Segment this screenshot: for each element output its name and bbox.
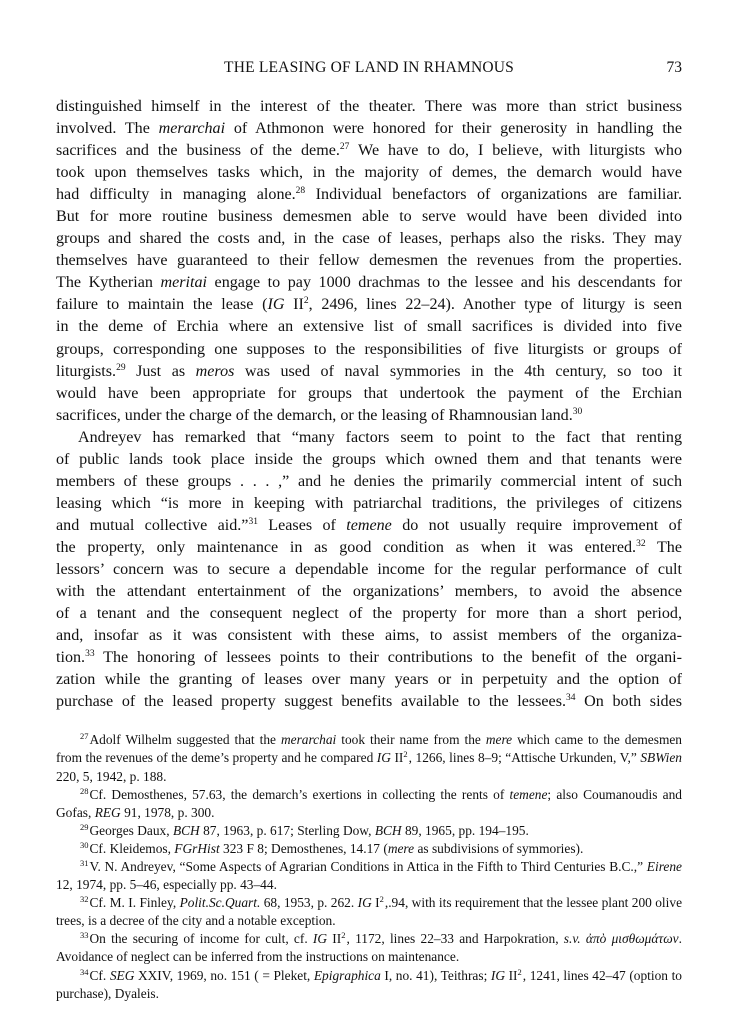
italic-term: temene: [346, 516, 392, 534]
footnote-number: 30: [80, 839, 89, 850]
italic-term: merarchai: [158, 120, 226, 138]
footnote-ref: 31: [248, 516, 258, 527]
text-line: purchase of the leased property suggest benefits available to the lessees.$^{34}$ On both sides: [56, 693, 682, 711]
text-line: tion.$^{33}$ The honoring of lessees points to their contributions to the benefit of the organi-: [56, 649, 682, 667]
footnote-28: $^{28}$Cf. Demosthenes, 57.63, the demarch’s exertions in collecting the rents of temene; also Coumanoudis and Gofas, REG 91, 1978, p. 300.: [56, 785, 683, 820]
page-header: [56, 55, 682, 79]
footnote-34: $^{34}$Cf. SEG XXIV, 1969, no. 151 ( = Pleket, Epigraphica I, no. 41), Teithras; IG $II^2$, 1241, lines 42–47 (option to purchase), Dyaleis.: [56, 966, 682, 1001]
text-line: in the deme of Erchia where an extensive list of small sacrifices is divided into five: [56, 318, 682, 336]
footnote-ref: 34: [565, 693, 576, 704]
italic-term: IG: [267, 296, 285, 314]
footnote-number: 29: [80, 821, 89, 832]
text-line: members of these groups . . . ,” and he denies the primarily commercial intent of such: [56, 472, 682, 490]
text-line: had difficulty in managing alone.$^{28}$ Individual benefactors of organizations are familiar.: [56, 186, 682, 204]
footnote-ref: 28: [295, 186, 306, 197]
footnotes: [56, 731, 682, 1002]
footnote-ref: 30: [572, 406, 583, 417]
text-line: took upon themselves tasks which, in the majority of demes, the demarch would have: [56, 164, 682, 182]
text-line: failure to maintain the lease (IG $II^2$, 2496, lines 22–24). Another type of liturgy is seen: [56, 296, 682, 314]
text-line: leasing which “is more in keeping with patriarchal traditions, the privileges of citizens: [56, 494, 682, 512]
footnote-29: $^{29}$Georges Daux, BCH 87, 1963, p. 617; Sterling Dow, BCH 89, 1965, pp. 194–195.: [80, 821, 529, 838]
main-text: [56, 96, 682, 713]
italic-term: meritai: [160, 274, 207, 292]
footnote-31: $^{31}$V. N. Andreyev, “Some Aspects of Agrarian Conditions in Attica in the Fifth to Third Centuries B.C.,” Eirene 12, 1974, pp. 5–46, especially pp. 43–44.: [56, 857, 682, 893]
text-line: of public lands took place inside the groups which owned them and that tenants were: [56, 450, 682, 468]
text-line: and, insofar as it was consistent with these aims, to assist members of the organiza-: [56, 627, 682, 645]
text-line: groups and shared the costs and, in the case of leases, perhaps also the risks. They may: [56, 230, 682, 248]
footnote-32: $^{32}$Cf. M. I. Finley, Polit.Sc.Quart. 68, 1953, p. 262. IG $I^2,.94$, with its requirement that the lessee plant 200 olive trees, is a decree of the city and a notable exception.: [56, 894, 683, 929]
footnote-number: 32: [80, 894, 89, 905]
footnote-ref: 27: [339, 142, 350, 153]
text-line: liturgists.$^{29}$ Just as meros was used of naval symmories in the 4th century, so too it: [56, 362, 682, 380]
text-line: zation while the granting of leases over many years or in perpetuity and the option of: [56, 671, 682, 689]
text-line: Andreyev has remarked that “many factors seem to point to the fact that renting: [78, 428, 682, 446]
running-title: THE LEASING OF LAND IN RHAMNOUS: [224, 59, 514, 76]
footnote-27: $^{27}$Adolf Wilhelm suggested that the merarchai took their name from the mere which came to the demesmen from the revenues of the deme’s property and he compared IG $II^2$, 1266, lines 8–9; “Attische Urkunden, V,” SBWien 220, 5, 1942, p. 188.: [56, 731, 683, 784]
footnote-number: 31: [80, 857, 89, 868]
text-line: would have been appropriate for groups that undertook the payment of the Erchian: [56, 384, 682, 402]
text-line: lessors’ concern was to secure a dependable income for the regular performance of cult: [56, 560, 682, 578]
footnote-30: $^{30}$Cf. Kleidemos, FGrHist 323 F 8; Demosthenes, 14.17 (mere as subdivisions of symmories).: [80, 839, 584, 856]
text-line: sacrifices, under the charge of the demarch, or the leasing of Rhamnousian land.$^{30}$: [56, 406, 583, 424]
footnote-number: 27: [80, 731, 89, 742]
footnote-ref: 33: [85, 649, 95, 660]
text-line: of a tenant and the consequent neglect of the property for more than a short period,: [56, 605, 682, 623]
text-line: The Kytherian meritai engage to pay 1000 drachmas to the lessee and his descendants for: [56, 274, 683, 292]
text-line: involved. The merarchai of Athmonon were honored for their generosity in handling the: [56, 120, 682, 138]
footnote-number: 33: [80, 930, 89, 941]
footnote-ref: 32: [636, 538, 646, 549]
page: [56, 55, 682, 1003]
footnote-number: 34: [80, 966, 89, 977]
text-line: sacrifices and the business of the deme.$^{27}$ We have to do, I believe, with liturgists who: [56, 142, 682, 160]
page-number: 73: [666, 59, 682, 76]
text-line: distinguished himself in the interest of the theater. There was more than strict business: [56, 98, 682, 115]
text-line: But for more routine business demesmen able to serve would have been divided into: [56, 208, 682, 226]
text-line: with the attendant entertainment of the organizations’ members, to avoid the absence: [56, 583, 682, 601]
footnote-ref: 29: [116, 362, 126, 373]
footnote-number: 28: [80, 785, 89, 796]
text-line: and mutual collective aid.”$^{31}$ Leases of temene do not usually require improvement of: [56, 516, 682, 534]
italic-term: meros: [195, 362, 235, 380]
text-line: themselves have guaranteed to their fellow demesmen the revenues from the properties.: [56, 252, 682, 270]
text-line: the property, only maintenance in as good condition as when it was entered.$^{32}$ The: [56, 538, 682, 556]
text-line: groups, corresponding one supposes to the responsibilities of five liturgists or groups of: [56, 340, 682, 358]
footnote-33: $^{33}$On the securing of income for cult, cf. IG $II^2$, 1172, lines 22–33 and Harpokration, s.v. ἀπὸ μισθωμάτων. Avoidance of neglect can be inferred from the instructions on maintenance.: [56, 930, 682, 965]
